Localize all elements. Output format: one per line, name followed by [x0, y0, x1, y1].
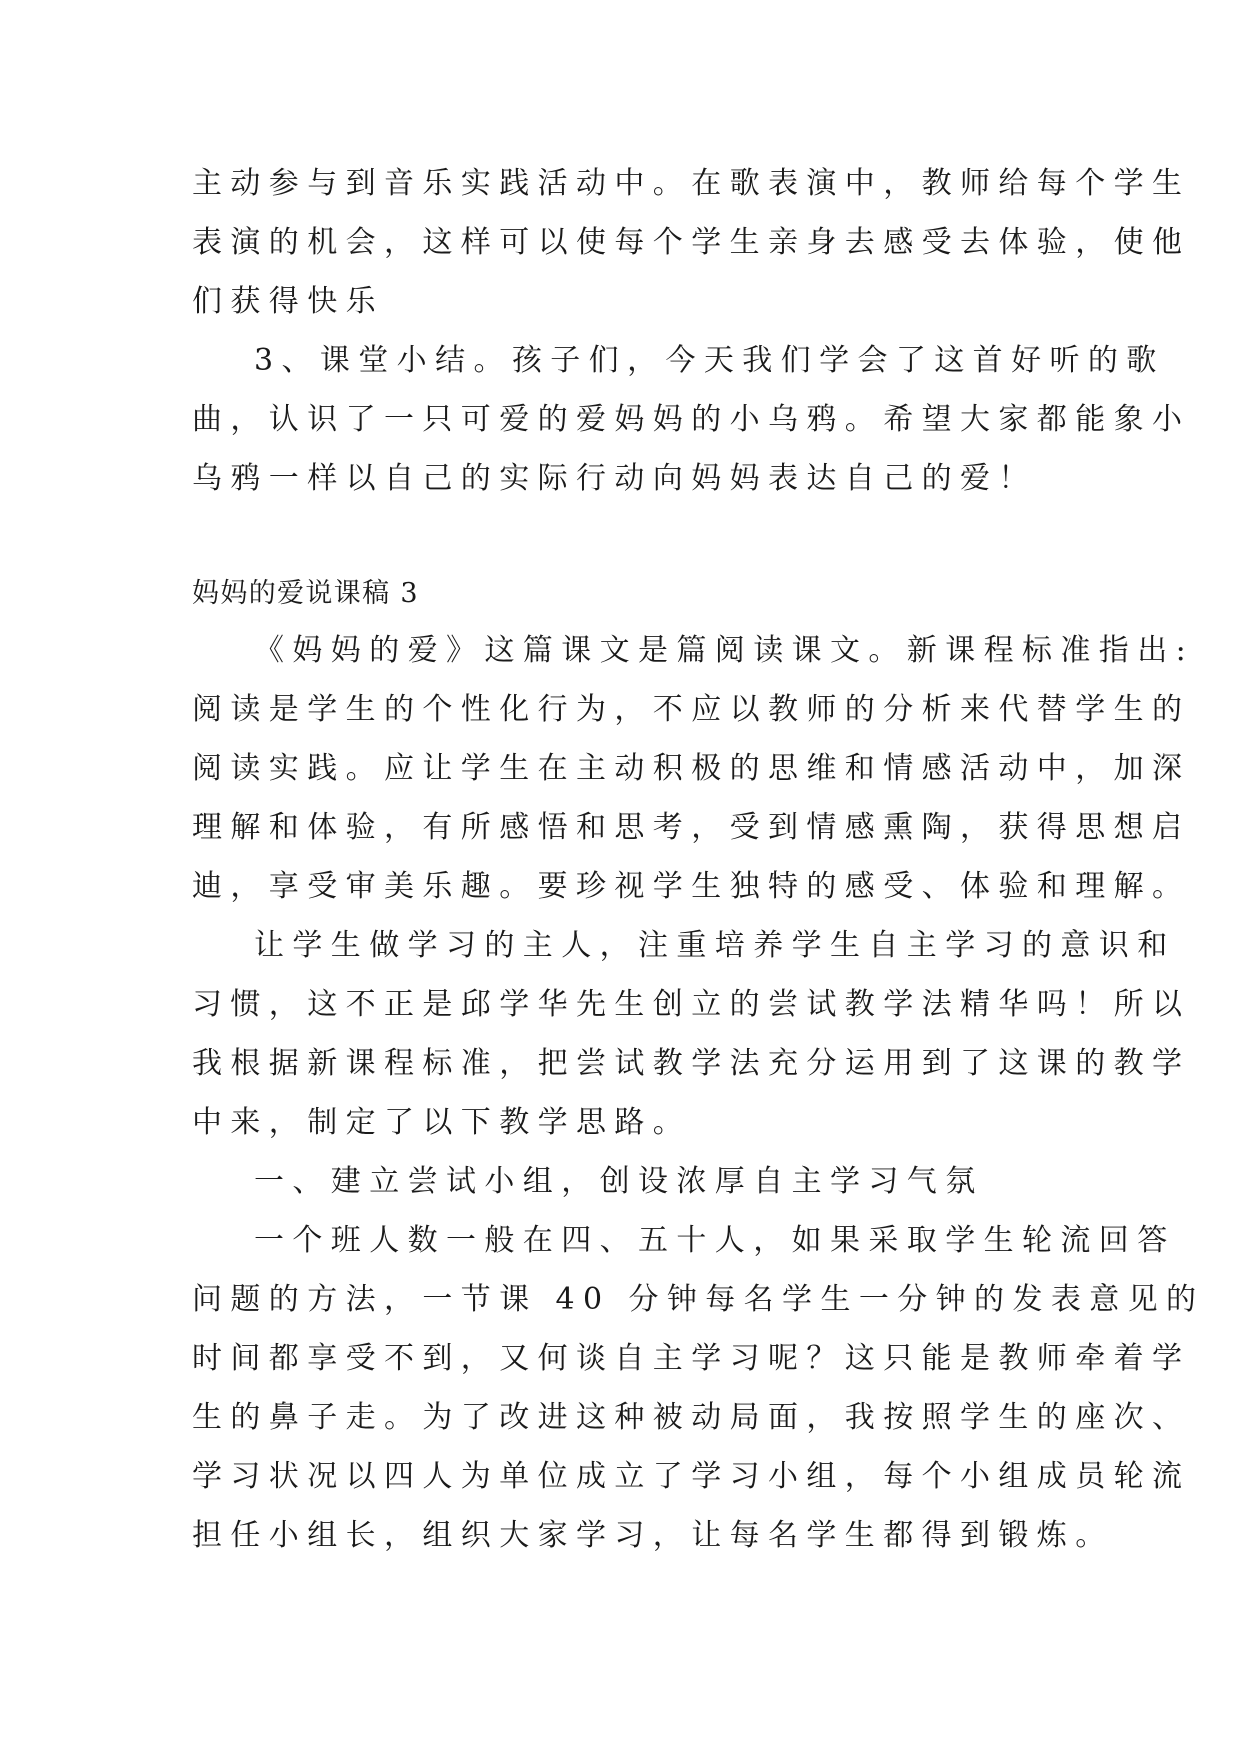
text-line: 们获得快乐: [192, 284, 384, 319]
text-line: 中来，制定了以下教学思路。: [192, 1105, 692, 1140]
text-line: 我根据新课程标准，把尝试教学法充分运用到了这课的教学: [192, 1046, 1191, 1081]
text-line: 曲，认识了一只可爱的爱妈妈的小乌鸦。希望大家都能象小: [192, 402, 1191, 437]
text-line: 乌鸦一样以自己的实际行动向妈妈表达自己的爱！: [192, 461, 1037, 496]
section-heading: 妈妈的爱说课稿 3: [192, 578, 419, 609]
text-line: 迪，享受审美乐趣。要珍视学生独特的感受、体验和理解。: [192, 869, 1191, 904]
text-line: 学习状况以四人为单位成立了学习小组，每个小组成员轮流: [192, 1459, 1191, 1494]
text-line: 担任小组长，组织大家学习，让每名学生都得到锻炼。: [192, 1518, 1114, 1553]
text-line: 3、课堂小结。孩子们，今天我们学会了这首好听的歌: [254, 343, 1165, 378]
text-line: 问题的方法，一节课 40 分钟每名学生一分钟的发表意见的: [192, 1282, 1205, 1317]
text-line: 一个班人数一般在四、五十人，如果采取学生轮流回答: [254, 1223, 1176, 1258]
text-line: 生的鼻子走。为了改进这种被动局面，我按照学生的座次、: [192, 1400, 1191, 1435]
text-line: 习惯，这不正是邱学华先生创立的尝试教学法精华吗！所以: [192, 987, 1191, 1022]
text-line: 理解和体验，有所感悟和思考，受到情感熏陶，获得思想启: [192, 810, 1191, 845]
text-line: 表演的机会，这样可以使每个学生亲身去感受去体验，使他: [192, 225, 1191, 260]
text-line: 让学生做学习的主人，注重培养学生自主学习的意识和: [254, 928, 1176, 963]
text-line: 一、建立尝试小组，创设浓厚自主学习气氛: [254, 1164, 984, 1199]
text-line: 时间都享受不到，又何谈自主学习呢？这只能是教师牵着学: [192, 1341, 1191, 1376]
text-line: 阅读实践。应让学生在主动积极的思维和情感活动中，加深: [192, 751, 1191, 786]
text-line: 《妈妈的爱》这篇课文是篇阅读课文。新课程标准指出:: [254, 633, 1195, 668]
text-line: 阅读是学生的个性化行为，不应以教师的分析来代替学生的: [192, 692, 1191, 727]
text-line: 主动参与到音乐实践活动中。在歌表演中，教师给每个学生: [192, 166, 1191, 201]
